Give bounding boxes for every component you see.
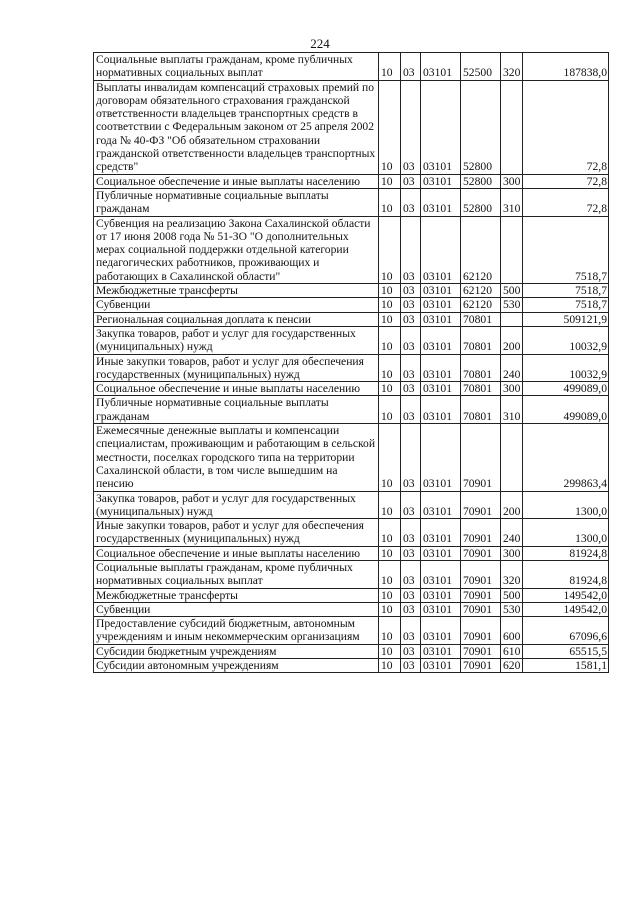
row-name-cell: Социальные выплаты гражданам, кроме публичных нормативных социальных выплат (94, 53, 379, 81)
program-code-cell: 03101 (421, 312, 461, 326)
row-name-cell: Иные закупки товаров, работ и услуг для обеспечения государственных (муниципальных) нужд (94, 519, 379, 547)
table-row (94, 491, 609, 519)
table-row (94, 644, 609, 658)
expense-type-cell: 300 (501, 546, 523, 560)
section-code-cell: 10 (379, 354, 401, 382)
subsection-code-cell: 03 (401, 424, 421, 491)
amount-cell: 7518,7 (523, 216, 609, 283)
row-name-cell: Субвенции (94, 602, 379, 616)
program-code-cell: 03101 (421, 354, 461, 382)
amount-cell: 67096,6 (523, 617, 609, 645)
section-code-cell: 10 (379, 284, 401, 298)
program-code-cell: 03101 (421, 588, 461, 602)
subsection-code-cell: 03 (401, 174, 421, 188)
expense-type-cell: 240 (501, 354, 523, 382)
section-code-cell: 10 (379, 312, 401, 326)
amount-cell: 72,8 (523, 174, 609, 188)
subsection-code-cell: 03 (401, 546, 421, 560)
amount-cell: 81924,8 (523, 560, 609, 588)
expense-type-cell: 530 (501, 602, 523, 616)
amount-cell: 499089,0 (523, 396, 609, 424)
subsection-code-cell: 03 (401, 284, 421, 298)
program-code-cell: 03101 (421, 560, 461, 588)
subsection-code-cell: 03 (401, 382, 421, 396)
table-row (94, 424, 609, 491)
amount-cell: 81924,8 (523, 546, 609, 560)
budget-table-body (94, 53, 609, 673)
row-name-cell: Межбюджетные трансферты (94, 588, 379, 602)
article-code-cell: 70901 (461, 491, 501, 519)
subsection-code-cell: 03 (401, 188, 421, 216)
amount-cell: 1300,0 (523, 491, 609, 519)
section-code-cell: 10 (379, 546, 401, 560)
table-row (94, 396, 609, 424)
amount-cell: 7518,7 (523, 284, 609, 298)
amount-cell: 65515,5 (523, 644, 609, 658)
expense-type-cell: 200 (501, 491, 523, 519)
section-code-cell: 10 (379, 588, 401, 602)
subsection-code-cell: 03 (401, 519, 421, 547)
subsection-code-cell: 03 (401, 617, 421, 645)
row-name-cell: Предоставление субсидий бюджетным, автономным учреждениям и иным некоммерческим организациям (94, 617, 379, 645)
program-code-cell: 03101 (421, 174, 461, 188)
expense-type-cell: 600 (501, 617, 523, 645)
subsection-code-cell: 03 (401, 588, 421, 602)
program-code-cell: 03101 (421, 326, 461, 354)
program-code-cell: 03101 (421, 644, 461, 658)
expense-type-cell: 620 (501, 659, 523, 673)
table-row (94, 174, 609, 188)
expense-type-cell: 320 (501, 53, 523, 81)
row-name-cell: Социальное обеспечение и иные выплаты населению (94, 174, 379, 188)
article-code-cell: 70901 (461, 644, 501, 658)
program-code-cell: 03101 (421, 80, 461, 174)
program-code-cell: 03101 (421, 519, 461, 547)
program-code-cell: 03101 (421, 659, 461, 673)
amount-cell: 10032,9 (523, 354, 609, 382)
section-code-cell: 10 (379, 519, 401, 547)
subsection-code-cell: 03 (401, 560, 421, 588)
row-name-cell: Субвенция на реализацию Закона Сахалинской области от 17 июня 2008 года № 51-ЗО "О дополнительных мерах социальной поддержки отдельной категории педагогических работников, проживающих и работающих в Сахалинской области" (94, 216, 379, 283)
amount-cell: 499089,0 (523, 382, 609, 396)
section-code-cell: 10 (379, 326, 401, 354)
article-code-cell: 52800 (461, 80, 501, 174)
table-row (94, 546, 609, 560)
section-code-cell: 10 (379, 644, 401, 658)
section-code-cell: 10 (379, 298, 401, 312)
expense-type-cell: 500 (501, 284, 523, 298)
page-number: 224 (310, 36, 330, 51)
amount-cell: 299863,4 (523, 424, 609, 491)
article-code-cell: 70901 (461, 617, 501, 645)
section-code-cell: 10 (379, 382, 401, 396)
program-code-cell: 03101 (421, 546, 461, 560)
budget-table (93, 52, 609, 673)
program-code-cell: 03101 (421, 491, 461, 519)
section-code-cell: 10 (379, 396, 401, 424)
article-code-cell: 62120 (461, 216, 501, 283)
expense-type-cell (501, 424, 523, 491)
program-code-cell: 03101 (421, 382, 461, 396)
row-name-cell: Закупка товаров, работ и услуг для государственных (муниципальных) нужд (94, 491, 379, 519)
program-code-cell: 03101 (421, 617, 461, 645)
amount-cell: 1300,0 (523, 519, 609, 547)
table-row (94, 312, 609, 326)
program-code-cell: 03101 (421, 188, 461, 216)
amount-cell: 72,8 (523, 80, 609, 174)
row-name-cell: Публичные нормативные социальные выплаты гражданам (94, 188, 379, 216)
article-code-cell: 70901 (461, 588, 501, 602)
section-code-cell: 10 (379, 617, 401, 645)
program-code-cell: 03101 (421, 284, 461, 298)
article-code-cell: 70801 (461, 354, 501, 382)
expense-type-cell: 240 (501, 519, 523, 547)
table-row (94, 602, 609, 616)
subsection-code-cell: 03 (401, 491, 421, 519)
table-row (94, 80, 609, 174)
subsection-code-cell: 03 (401, 326, 421, 354)
expense-type-cell: 300 (501, 174, 523, 188)
article-code-cell: 52500 (461, 53, 501, 81)
expense-type-cell: 200 (501, 326, 523, 354)
table-row (94, 519, 609, 547)
expense-type-cell: 300 (501, 382, 523, 396)
subsection-code-cell: 03 (401, 644, 421, 658)
section-code-cell: 10 (379, 53, 401, 81)
row-name-cell: Выплаты инвалидам компенсаций страховых премий по договорам обязательного страхования гражданской ответственности владельцев транспортных средств в соответствии с Федеральным законом от 25 апреля 2002 года № 40-ФЗ "Об обязательном страховании гражданской ответственности владельцев транспортных средств" (94, 80, 379, 174)
section-code-cell: 10 (379, 560, 401, 588)
table-row (94, 284, 609, 298)
subsection-code-cell: 03 (401, 53, 421, 81)
row-name-cell: Субсидии автономным учреждениям (94, 659, 379, 673)
section-code-cell: 10 (379, 174, 401, 188)
program-code-cell: 03101 (421, 53, 461, 81)
section-code-cell: 10 (379, 602, 401, 616)
table-row (94, 326, 609, 354)
section-code-cell: 10 (379, 659, 401, 673)
subsection-code-cell: 03 (401, 80, 421, 174)
amount-cell: 72,8 (523, 188, 609, 216)
subsection-code-cell: 03 (401, 216, 421, 283)
row-name-cell: Социальные выплаты гражданам, кроме публичных нормативных социальных выплат (94, 560, 379, 588)
amount-cell: 149542,0 (523, 588, 609, 602)
expense-type-cell (501, 216, 523, 283)
amount-cell: 1581,1 (523, 659, 609, 673)
row-name-cell: Иные закупки товаров, работ и услуг для обеспечения государственных (муниципальных) нужд (94, 354, 379, 382)
expense-type-cell (501, 80, 523, 174)
table-row (94, 216, 609, 283)
article-code-cell: 70901 (461, 602, 501, 616)
article-code-cell: 70801 (461, 326, 501, 354)
expense-type-cell: 310 (501, 188, 523, 216)
table-row (94, 354, 609, 382)
amount-cell: 10032,9 (523, 326, 609, 354)
section-code-cell: 10 (379, 424, 401, 491)
row-name-cell: Субвенции (94, 298, 379, 312)
article-code-cell: 62120 (461, 284, 501, 298)
amount-cell: 509121,9 (523, 312, 609, 326)
section-code-cell: 10 (379, 80, 401, 174)
article-code-cell: 70801 (461, 396, 501, 424)
program-code-cell: 03101 (421, 424, 461, 491)
subsection-code-cell: 03 (401, 298, 421, 312)
table-row (94, 659, 609, 673)
table-row (94, 53, 609, 81)
table-row (94, 617, 609, 645)
section-code-cell: 10 (379, 216, 401, 283)
article-code-cell: 62120 (461, 298, 501, 312)
program-code-cell: 03101 (421, 602, 461, 616)
article-code-cell: 52800 (461, 174, 501, 188)
subsection-code-cell: 03 (401, 659, 421, 673)
row-name-cell: Ежемесячные денежные выплаты и компенсации специалистам, проживающим и работающим в сельской местности, поселках городского типа на территории Сахалинской области, в том числе вышедшим на пенсию (94, 424, 379, 491)
subsection-code-cell: 03 (401, 602, 421, 616)
expense-type-cell (501, 312, 523, 326)
article-code-cell: 52800 (461, 188, 501, 216)
expense-type-cell: 500 (501, 588, 523, 602)
subsection-code-cell: 03 (401, 396, 421, 424)
table-row (94, 298, 609, 312)
table-row (94, 188, 609, 216)
row-name-cell: Региональная социальная доплата к пенсии (94, 312, 379, 326)
section-code-cell: 10 (379, 491, 401, 519)
program-code-cell: 03101 (421, 396, 461, 424)
row-name-cell: Закупка товаров, работ и услуг для государственных (муниципальных) нужд (94, 326, 379, 354)
amount-cell: 7518,7 (523, 298, 609, 312)
article-code-cell: 70801 (461, 382, 501, 396)
expense-type-cell: 530 (501, 298, 523, 312)
expense-type-cell: 610 (501, 644, 523, 658)
row-name-cell: Социальное обеспечение и иные выплаты населению (94, 546, 379, 560)
expense-type-cell: 320 (501, 560, 523, 588)
section-code-cell: 10 (379, 188, 401, 216)
program-code-cell: 03101 (421, 216, 461, 283)
article-code-cell: 70801 (461, 312, 501, 326)
article-code-cell: 70901 (461, 424, 501, 491)
subsection-code-cell: 03 (401, 354, 421, 382)
article-code-cell: 70901 (461, 546, 501, 560)
program-code-cell: 03101 (421, 298, 461, 312)
table-row (94, 588, 609, 602)
row-name-cell: Публичные нормативные социальные выплаты гражданам (94, 396, 379, 424)
article-code-cell: 70901 (461, 659, 501, 673)
subsection-code-cell: 03 (401, 312, 421, 326)
article-code-cell: 70901 (461, 519, 501, 547)
article-code-cell: 70901 (461, 560, 501, 588)
row-name-cell: Социальное обеспечение и иные выплаты населению (94, 382, 379, 396)
expense-type-cell: 310 (501, 396, 523, 424)
table-row (94, 560, 609, 588)
amount-cell: 187838,0 (523, 53, 609, 81)
amount-cell: 149542,0 (523, 602, 609, 616)
table-row (94, 382, 609, 396)
row-name-cell: Субсидии бюджетным учреждениям (94, 644, 379, 658)
row-name-cell: Межбюджетные трансферты (94, 284, 379, 298)
